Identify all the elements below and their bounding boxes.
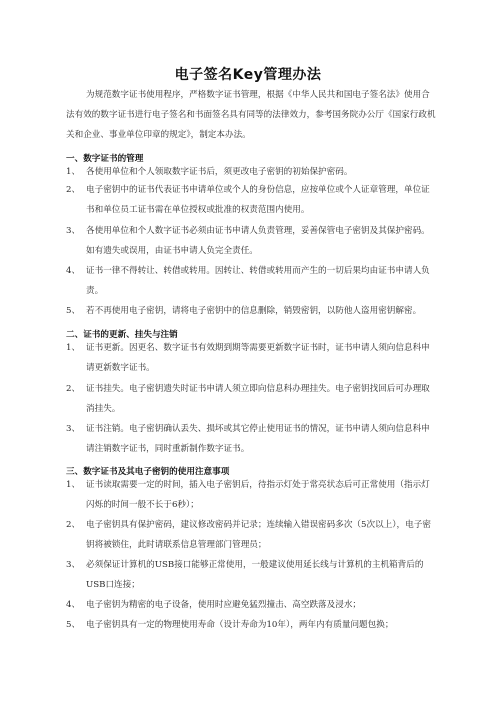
item-text: 电子密钥具有保护密码，建议修改密码并记录；连续输入错误密码多次（5次以上），电子密钥将被锁住，此时请联系信息管理部门管理员； (86, 520, 431, 550)
item-number: 5、 (66, 306, 81, 316)
item-text: 证书一律不得转让、转借或转用。因转让、转借或转用而产生的一切后果均由证书申请人负责。 (86, 266, 430, 296)
item-number: 3、 (66, 424, 81, 434)
item-text: 证书挂失。电子密钥遗失时证书申请人须立即向信息科办理挂失。电子密钥找回后可办理取消挂失。 (86, 384, 430, 414)
item-text: 电子密钥具有一定的物理使用寿命（设计寿命为10年），两年内有质量问题包换； (86, 620, 394, 630)
list-item (66, 616, 438, 636)
item-number: 1、 (66, 480, 81, 490)
item-number: 1、 (66, 167, 81, 177)
item-number: 3、 (66, 560, 81, 570)
item-text: 若不再使用电子密钥，请将电子密钥中的信息删除，销毁密钥，以防他人盗用密钥解密。 (86, 306, 422, 316)
item-number: 2、 (66, 384, 81, 394)
list-item (66, 302, 438, 322)
item-number: 4、 (66, 600, 81, 610)
list-item (66, 163, 438, 183)
item-text: 各使用单位和个人数字证书必须由证书申请人负责管理，妥善保管电子密钥及其保护密码。如有遗失或误用，由证书申请人负完全责任。 (86, 226, 430, 256)
item-number: 2、 (66, 520, 81, 530)
intro-paragraph: 为规范数字证书使用程序，严格数字证书管理，根据《中华人民共和国电子签名法》使用合法有效的数字证书进行电子签名和书面签名具有同等的法律效力，参考国务院办公厅《国家行政机关和企业、事业单位印章的规定》，制定本办法。 (66, 90, 436, 140)
item-text: 必须保证计算机的USB接口能够正常使用，一般建议使用延长线与计算机的主机箱背后的USB口连接； (86, 560, 424, 590)
list-item (66, 420, 438, 460)
section-heading-usage-notes: 三、数字证书及其电子密钥的使用注意事项 (66, 467, 230, 477)
item-text: 证书读取需要一定的时间，插入电子密钥后，待指示灯处于常亮状态后可正常使用（指示灯闪烁的时间一般不长于6秒）； (86, 480, 430, 510)
list-item (66, 222, 438, 262)
list-item (66, 262, 438, 302)
item-number: 1、 (66, 343, 81, 353)
item-text: 证书更新。因更名、数字证书有效期到期等需要更新数字证书时，证书申请人须向信息科申请更新数字证书。 (86, 343, 430, 373)
list-item (66, 339, 438, 379)
list-item (66, 181, 438, 221)
list-item (66, 516, 438, 556)
document-title: 电子签名Key管理办法 (174, 67, 322, 83)
item-number: 2、 (66, 185, 81, 195)
item-text: 各使用单位和个人领取数字证书后，须更改电子密钥的初始保护密码。 (86, 167, 353, 177)
section-heading-management: 一、数字证书的管理 (66, 154, 144, 164)
list-item (66, 596, 438, 616)
item-text: 电子密钥中的证书代表证书申请单位或个人的身份信息，应按单位或个人证章管理，单位证书和单位员工证书需在单位授权或批准的权责范围内使用。 (86, 185, 430, 215)
item-text: 电子密钥为精密的电子设备，使用时应避免猛烈撞击、高空跌落及浸水； (86, 600, 362, 610)
list-item (66, 476, 438, 516)
list-item (66, 556, 438, 596)
item-text: 证书注销。电子密钥确认丢失、损坏或其它停止使用证书的情况，证书申请人须向信息科申请注销数字证书，同时重新制作数字证书。 (86, 424, 430, 454)
item-number: 5、 (66, 620, 81, 630)
section-heading-renewal: 二、证书的更新、挂失与注销 (66, 330, 178, 340)
item-number: 3、 (66, 226, 81, 236)
list-item (66, 380, 438, 420)
item-number: 4、 (66, 266, 81, 276)
